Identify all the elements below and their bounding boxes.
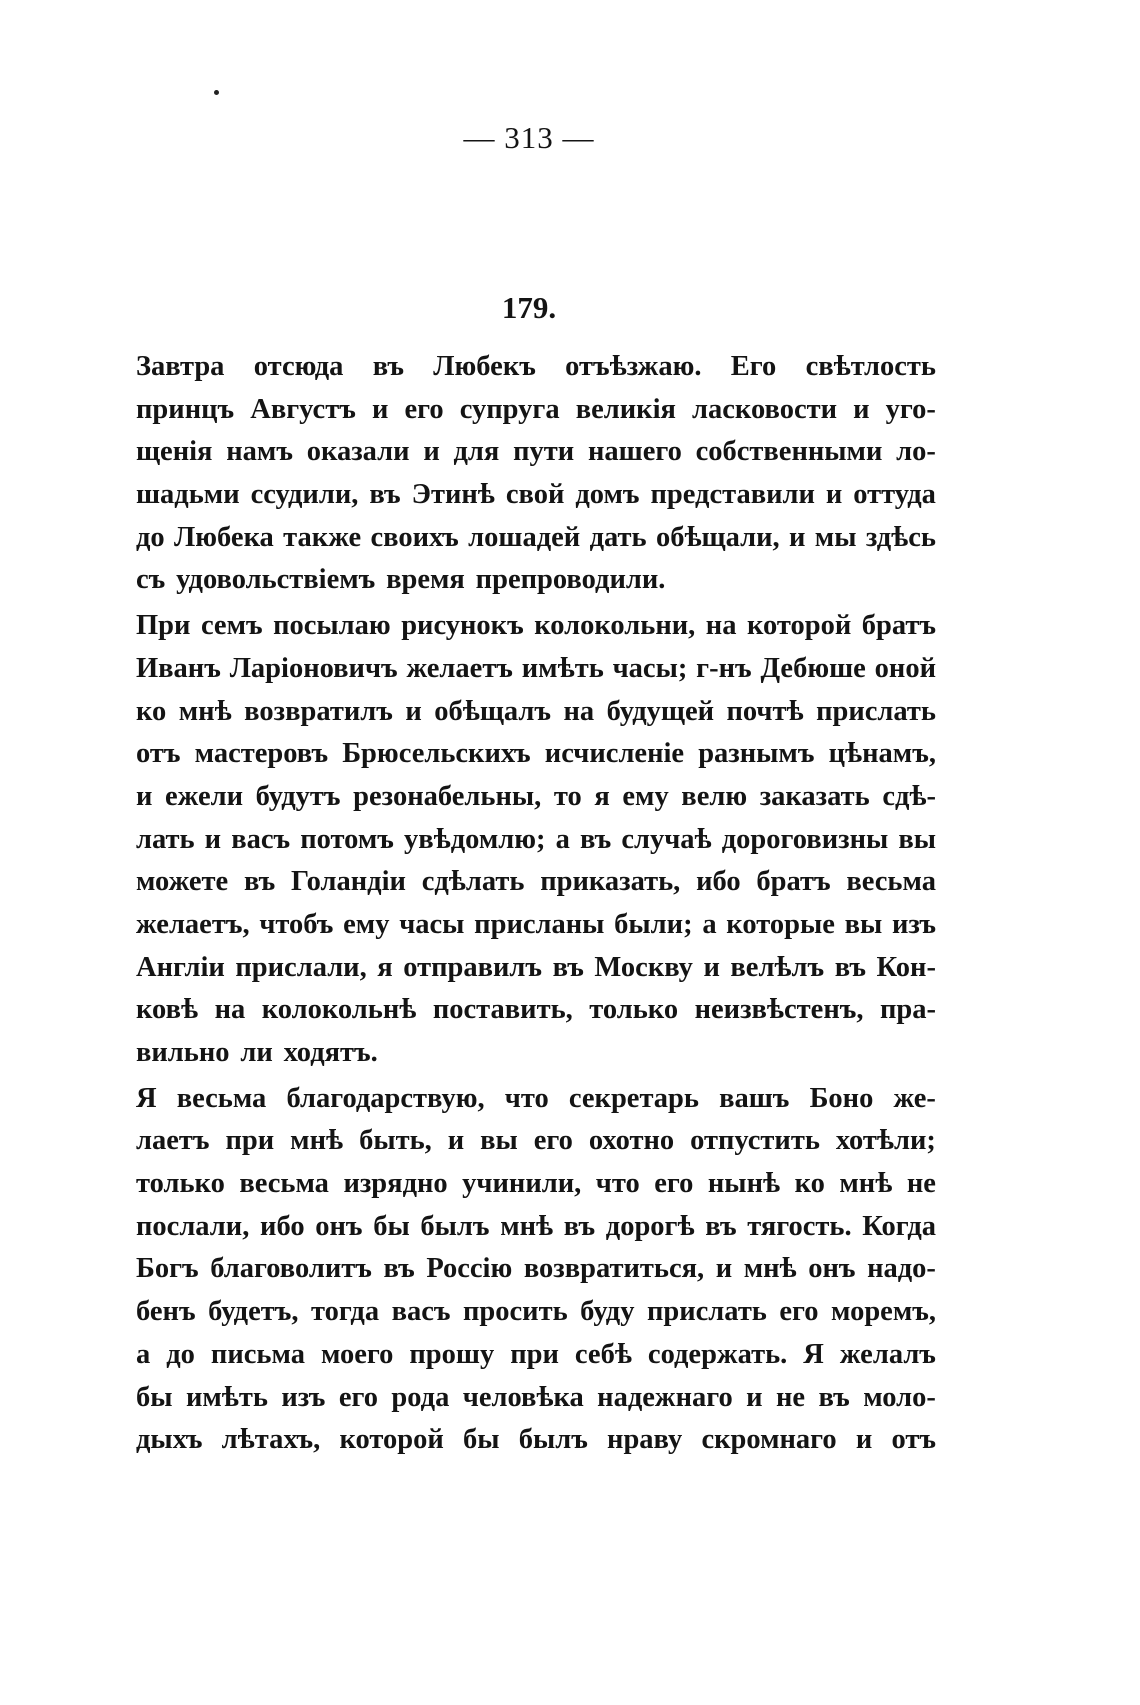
text-line: до Любека также своихъ лошадей дать обѣщали, и мы здѣсь: [136, 521, 936, 553]
text-line: бы имѣть изъ его рода человѣка надежнаго и не въ моло-: [136, 1381, 936, 1413]
text-line: съ удовольствіемъ время препроводили.: [136, 564, 666, 596]
text-line: дыхъ лѣтахъ, которой бы былъ нраву скромнаго и отъ: [136, 1424, 936, 1456]
text-line: Завтра отсюда въ Любекъ отъѣзжаю. Его свѣтлость: [136, 351, 936, 382]
page-number: — 313 —: [463, 120, 595, 155]
text-line: послали, ибо онъ бы былъ мнѣ въ дорогѣ въ тягость. Когда: [136, 1210, 936, 1242]
text-line: шадьми ссудили, въ Этинѣ свой домъ представили и оттуда: [136, 479, 936, 511]
ink-speck: [214, 90, 219, 95]
text-line: вильно ли ходятъ.: [136, 1037, 378, 1068]
text-line: можете въ Голандіи сдѣлать приказать, ибо братъ весьма: [136, 866, 936, 898]
letter-body: [136, 346, 936, 1462]
paragraph: [136, 346, 936, 602]
text-line: только весьма изрядно учинили, что его нынѣ ко мнѣ не: [136, 1168, 936, 1200]
section-number: 179.: [501, 290, 557, 325]
text-line: Англіи прислали, я отправилъ въ Москву и велѣлъ въ Кон-: [136, 951, 936, 983]
text-line: желаетъ, чтобъ ему часы присланы были; а которые вы изъ: [136, 908, 936, 940]
text-line: Иванъ Ларіоновичъ желаетъ имѣть часы; г-нъ Дебюше оной: [136, 652, 936, 684]
text-line: ко мнѣ возвратилъ и обѣщалъ на будущей почтѣ прислать: [136, 695, 936, 727]
text-line: При семъ посылаю рисунокъ колокольни, на которой братъ: [136, 610, 936, 642]
text-line: ковѣ на колокольнѣ поставить, только неизвѣстенъ, пра-: [136, 994, 936, 1026]
text-line: отъ мастеровъ Брюсельскихъ исчисленіе разнымъ цѣнамъ,: [136, 738, 936, 770]
text-line: Богъ благоволитъ въ Россію возвратиться, и мнѣ онъ надо-: [136, 1253, 936, 1285]
text-line: щенія намъ оказали и для пути нашего собственными ло-: [136, 436, 936, 468]
text-line: а до письма моего прошу при себѣ содержать. Я желалъ: [136, 1338, 936, 1370]
text-line: Я весьма благодарствую, что секретарь вашъ Боно же-: [136, 1082, 936, 1114]
paragraph: [136, 605, 936, 1075]
text-line: лаетъ при мнѣ быть, и вы его охотно отпустить хотѣли;: [136, 1125, 936, 1157]
text-line: лать и васъ потомъ увѣдомлю; а въ случаѣ дороговизны вы: [136, 823, 936, 855]
text-line: принцъ Августъ и его супруга великія ласковости и уго-: [136, 393, 936, 425]
text-line: бенъ будетъ, тогда васъ просить буду прислать его моремъ,: [136, 1296, 936, 1328]
paragraph: [136, 1078, 936, 1462]
text-line: и ежели будутъ резонабельны, то я ему велю заказать сдѣ-: [136, 780, 936, 812]
